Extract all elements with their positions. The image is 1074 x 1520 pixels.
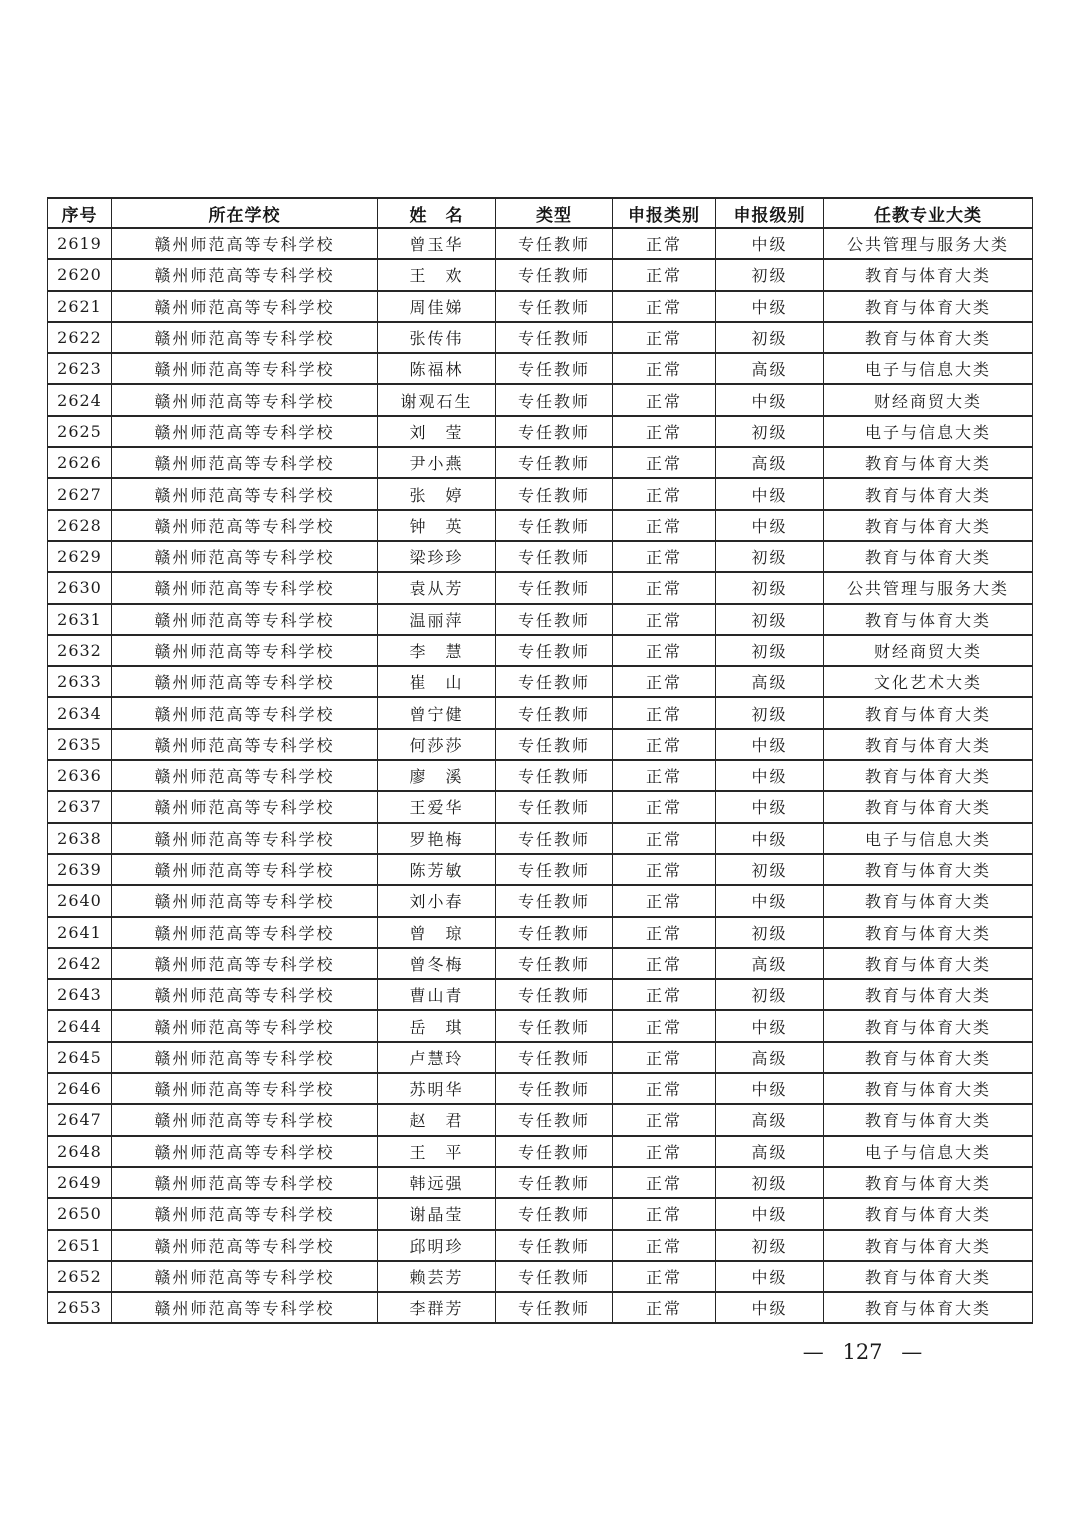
column-header-type: 类型 <box>496 198 613 228</box>
cell-category: 正常 <box>613 1292 716 1323</box>
table-row <box>48 541 1033 572</box>
cell-level: 高级 <box>716 948 824 979</box>
cell-major: 教育与体育大类 <box>824 979 1033 1010</box>
cell-type: 专任教师 <box>496 917 613 948</box>
cell-school: 赣州师范高等专科学校 <box>112 353 378 384</box>
cell-level: 中级 <box>716 228 824 259</box>
cell-no: 2622 <box>48 322 112 353</box>
cell-no: 2636 <box>48 760 112 791</box>
cell-school: 赣州师范高等专科学校 <box>112 1073 378 1104</box>
cell-name: 何莎莎 <box>378 729 496 760</box>
cell-name: 苏明华 <box>378 1073 496 1104</box>
cell-type: 专任教师 <box>496 854 613 885</box>
cell-school: 赣州师范高等专科学校 <box>112 791 378 822</box>
cell-no: 2650 <box>48 1198 112 1229</box>
cell-no: 2645 <box>48 1042 112 1073</box>
cell-major: 教育与体育大类 <box>824 322 1033 353</box>
cell-name: 陈芳敏 <box>378 854 496 885</box>
cell-school: 赣州师范高等专科学校 <box>112 885 378 916</box>
cell-no: 2639 <box>48 854 112 885</box>
cell-school: 赣州师范高等专科学校 <box>112 1261 378 1292</box>
cell-type: 专任教师 <box>496 885 613 916</box>
cell-level: 中级 <box>716 729 824 760</box>
cell-type: 专任教师 <box>496 322 613 353</box>
table-row <box>48 1261 1033 1292</box>
cell-type: 专任教师 <box>496 510 613 541</box>
cell-major: 电子与信息大类 <box>824 353 1033 384</box>
cell-category: 正常 <box>613 416 716 447</box>
cell-type: 专任教师 <box>496 1198 613 1229</box>
cell-type: 专任教师 <box>496 697 613 728</box>
cell-type: 专任教师 <box>496 1230 613 1261</box>
cell-level: 初级 <box>716 635 824 666</box>
cell-major: 教育与体育大类 <box>824 1292 1033 1323</box>
cell-school: 赣州师范高等专科学校 <box>112 1292 378 1323</box>
column-header-category: 申报类别 <box>613 198 716 228</box>
cell-name: 罗艳梅 <box>378 823 496 854</box>
table-row <box>48 322 1033 353</box>
cell-level: 初级 <box>716 1167 824 1198</box>
cell-category: 正常 <box>613 635 716 666</box>
cell-major: 电子与信息大类 <box>824 1136 1033 1167</box>
header-row <box>48 198 1033 228</box>
cell-level: 中级 <box>716 1073 824 1104</box>
teacher-roster-table <box>47 197 1033 1324</box>
cell-no: 2649 <box>48 1167 112 1198</box>
cell-level: 中级 <box>716 823 824 854</box>
cell-type: 专任教师 <box>496 729 613 760</box>
cell-category: 正常 <box>613 854 716 885</box>
cell-no: 2625 <box>48 416 112 447</box>
cell-school: 赣州师范高等专科学校 <box>112 823 378 854</box>
cell-name: 李 慧 <box>378 635 496 666</box>
cell-category: 正常 <box>613 228 716 259</box>
cell-no: 2621 <box>48 291 112 322</box>
column-header-major: 任教专业大类 <box>824 198 1033 228</box>
cell-name: 袁从芳 <box>378 572 496 603</box>
cell-type: 专任教师 <box>496 1104 613 1135</box>
cell-name: 赵 君 <box>378 1104 496 1135</box>
cell-level: 中级 <box>716 291 824 322</box>
cell-no: 2620 <box>48 259 112 290</box>
cell-type: 专任教师 <box>496 259 613 290</box>
table-row <box>48 1198 1033 1229</box>
cell-level: 初级 <box>716 604 824 635</box>
cell-category: 正常 <box>613 979 716 1010</box>
cell-no: 2641 <box>48 917 112 948</box>
cell-no: 2635 <box>48 729 112 760</box>
cell-category: 正常 <box>613 259 716 290</box>
cell-major: 教育与体育大类 <box>824 478 1033 509</box>
cell-no: 2648 <box>48 1136 112 1167</box>
cell-type: 专任教师 <box>496 384 613 415</box>
table-row <box>48 854 1033 885</box>
cell-no: 2630 <box>48 572 112 603</box>
cell-type: 专任教师 <box>496 228 613 259</box>
cell-no: 2633 <box>48 666 112 697</box>
cell-category: 正常 <box>613 353 716 384</box>
cell-school: 赣州师范高等专科学校 <box>112 979 378 1010</box>
cell-no: 2638 <box>48 823 112 854</box>
cell-school: 赣州师范高等专科学校 <box>112 729 378 760</box>
table-body <box>48 228 1033 1323</box>
cell-level: 中级 <box>716 510 824 541</box>
cell-level: 中级 <box>716 760 824 791</box>
cell-school: 赣州师范高等专科学校 <box>112 948 378 979</box>
cell-name: 李群芳 <box>378 1292 496 1323</box>
cell-major: 教育与体育大类 <box>824 510 1033 541</box>
cell-no: 2634 <box>48 697 112 728</box>
cell-major: 教育与体育大类 <box>824 1042 1033 1073</box>
table-row <box>48 416 1033 447</box>
cell-level: 中级 <box>716 384 824 415</box>
cell-name: 谢晶莹 <box>378 1198 496 1229</box>
cell-major: 教育与体育大类 <box>824 541 1033 572</box>
cell-type: 专任教师 <box>496 1136 613 1167</box>
cell-name: 曹山青 <box>378 979 496 1010</box>
cell-school: 赣州师范高等专科学校 <box>112 416 378 447</box>
cell-major: 教育与体育大类 <box>824 729 1033 760</box>
cell-school: 赣州师范高等专科学校 <box>112 1104 378 1135</box>
cell-school: 赣州师范高等专科学校 <box>112 1042 378 1073</box>
cell-major: 教育与体育大类 <box>824 697 1033 728</box>
cell-no: 2631 <box>48 604 112 635</box>
cell-name: 张 婷 <box>378 478 496 509</box>
cell-type: 专任教师 <box>496 979 613 1010</box>
cell-level: 中级 <box>716 885 824 916</box>
cell-school: 赣州师范高等专科学校 <box>112 541 378 572</box>
cell-name: 岳 琪 <box>378 1010 496 1041</box>
cell-major: 教育与体育大类 <box>824 1104 1033 1135</box>
table-row <box>48 353 1033 384</box>
cell-level: 中级 <box>716 478 824 509</box>
cell-no: 2637 <box>48 791 112 822</box>
cell-category: 正常 <box>613 666 716 697</box>
cell-school: 赣州师范高等专科学校 <box>112 635 378 666</box>
cell-name: 崔 山 <box>378 666 496 697</box>
cell-school: 赣州师范高等专科学校 <box>112 1167 378 1198</box>
cell-category: 正常 <box>613 1104 716 1135</box>
table-row <box>48 791 1033 822</box>
cell-type: 专任教师 <box>496 823 613 854</box>
cell-no: 2629 <box>48 541 112 572</box>
cell-category: 正常 <box>613 948 716 979</box>
cell-type: 专任教师 <box>496 416 613 447</box>
cell-category: 正常 <box>613 1167 716 1198</box>
cell-name: 钟 英 <box>378 510 496 541</box>
cell-school: 赣州师范高等专科学校 <box>112 666 378 697</box>
cell-name: 刘 莹 <box>378 416 496 447</box>
cell-no: 2626 <box>48 447 112 478</box>
cell-name: 王爱华 <box>378 791 496 822</box>
cell-major: 教育与体育大类 <box>824 854 1033 885</box>
cell-name: 温丽萍 <box>378 604 496 635</box>
cell-level: 高级 <box>716 353 824 384</box>
cell-school: 赣州师范高等专科学校 <box>112 760 378 791</box>
cell-major: 教育与体育大类 <box>824 1167 1033 1198</box>
table-row <box>48 948 1033 979</box>
cell-name: 王 欢 <box>378 259 496 290</box>
cell-category: 正常 <box>613 1010 716 1041</box>
cell-name: 赖芸芳 <box>378 1261 496 1292</box>
cell-level: 初级 <box>716 259 824 290</box>
cell-category: 正常 <box>613 604 716 635</box>
cell-name: 梁珍珍 <box>378 541 496 572</box>
table-row <box>48 635 1033 666</box>
table-row <box>48 384 1033 415</box>
cell-category: 正常 <box>613 1261 716 1292</box>
cell-no: 2653 <box>48 1292 112 1323</box>
table-row <box>48 604 1033 635</box>
cell-major: 教育与体育大类 <box>824 791 1033 822</box>
table-row <box>48 1136 1033 1167</box>
cell-level: 初级 <box>716 854 824 885</box>
cell-category: 正常 <box>613 1042 716 1073</box>
cell-no: 2651 <box>48 1230 112 1261</box>
cell-category: 正常 <box>613 729 716 760</box>
cell-name: 韩远强 <box>378 1167 496 1198</box>
cell-school: 赣州师范高等专科学校 <box>112 572 378 603</box>
cell-category: 正常 <box>613 885 716 916</box>
column-header-no: 序号 <box>48 198 112 228</box>
cell-category: 正常 <box>613 1230 716 1261</box>
cell-major: 教育与体育大类 <box>824 1198 1033 1229</box>
cell-major: 教育与体育大类 <box>824 760 1033 791</box>
cell-name: 周佳娣 <box>378 291 496 322</box>
cell-major: 公共管理与服务大类 <box>824 228 1033 259</box>
cell-name: 陈福林 <box>378 353 496 384</box>
cell-level: 中级 <box>716 1010 824 1041</box>
cell-name: 刘小春 <box>378 885 496 916</box>
table-row <box>48 917 1033 948</box>
cell-name: 王 平 <box>378 1136 496 1167</box>
table-row <box>48 259 1033 290</box>
cell-name: 廖 溪 <box>378 760 496 791</box>
cell-school: 赣州师范高等专科学校 <box>112 447 378 478</box>
cell-no: 2652 <box>48 1261 112 1292</box>
table-row <box>48 447 1033 478</box>
cell-category: 正常 <box>613 322 716 353</box>
cell-category: 正常 <box>613 697 716 728</box>
cell-major: 教育与体育大类 <box>824 604 1033 635</box>
cell-no: 2644 <box>48 1010 112 1041</box>
cell-level: 中级 <box>716 1292 824 1323</box>
cell-school: 赣州师范高等专科学校 <box>112 854 378 885</box>
cell-school: 赣州师范高等专科学校 <box>112 478 378 509</box>
table-row <box>48 666 1033 697</box>
cell-type: 专任教师 <box>496 1261 613 1292</box>
cell-major: 电子与信息大类 <box>824 416 1033 447</box>
cell-major: 教育与体育大类 <box>824 948 1033 979</box>
cell-name: 曾玉华 <box>378 228 496 259</box>
cell-category: 正常 <box>613 791 716 822</box>
cell-category: 正常 <box>613 1073 716 1104</box>
cell-name: 邱明珍 <box>378 1230 496 1261</box>
cell-major: 教育与体育大类 <box>824 1010 1033 1041</box>
cell-no: 2643 <box>48 979 112 1010</box>
cell-type: 专任教师 <box>496 604 613 635</box>
cell-type: 专任教师 <box>496 478 613 509</box>
cell-school: 赣州师范高等专科学校 <box>112 1136 378 1167</box>
cell-name: 卢慧玲 <box>378 1042 496 1073</box>
cell-name: 尹小燕 <box>378 447 496 478</box>
cell-category: 正常 <box>613 384 716 415</box>
table-row <box>48 1230 1033 1261</box>
cell-type: 专任教师 <box>496 447 613 478</box>
cell-major: 教育与体育大类 <box>824 447 1033 478</box>
cell-major: 教育与体育大类 <box>824 259 1033 290</box>
cell-no: 2647 <box>48 1104 112 1135</box>
cell-category: 正常 <box>613 1198 716 1229</box>
table-row <box>48 1167 1033 1198</box>
cell-major: 财经商贸大类 <box>824 635 1033 666</box>
column-header-name: 姓 名 <box>378 198 496 228</box>
table-row <box>48 729 1033 760</box>
cell-major: 教育与体育大类 <box>824 1261 1033 1292</box>
cell-category: 正常 <box>613 823 716 854</box>
table-row <box>48 1010 1033 1041</box>
cell-type: 专任教师 <box>496 572 613 603</box>
cell-major: 财经商贸大类 <box>824 384 1033 415</box>
table-row <box>48 1292 1033 1323</box>
cell-no: 2628 <box>48 510 112 541</box>
table-row <box>48 979 1033 1010</box>
cell-school: 赣州师范高等专科学校 <box>112 604 378 635</box>
table-row <box>48 1073 1033 1104</box>
table-row <box>48 572 1033 603</box>
cell-category: 正常 <box>613 1136 716 1167</box>
cell-school: 赣州师范高等专科学校 <box>112 322 378 353</box>
cell-level: 中级 <box>716 1261 824 1292</box>
cell-type: 专任教师 <box>496 353 613 384</box>
cell-level: 初级 <box>716 917 824 948</box>
table-row <box>48 510 1033 541</box>
table-row <box>48 760 1033 791</box>
cell-level: 高级 <box>716 447 824 478</box>
cell-category: 正常 <box>613 478 716 509</box>
cell-type: 专任教师 <box>496 635 613 666</box>
cell-level: 高级 <box>716 1042 824 1073</box>
cell-name: 曾 琼 <box>378 917 496 948</box>
cell-school: 赣州师范高等专科学校 <box>112 291 378 322</box>
table-row <box>48 478 1033 509</box>
column-header-level: 申报级别 <box>716 198 824 228</box>
table-row <box>48 1042 1033 1073</box>
cell-major: 教育与体育大类 <box>824 885 1033 916</box>
cell-type: 专任教师 <box>496 791 613 822</box>
cell-school: 赣州师范高等专科学校 <box>112 697 378 728</box>
cell-school: 赣州师范高等专科学校 <box>112 917 378 948</box>
cell-no: 2624 <box>48 384 112 415</box>
cell-no: 2619 <box>48 228 112 259</box>
cell-level: 初级 <box>716 416 824 447</box>
cell-type: 专任教师 <box>496 1167 613 1198</box>
cell-type: 专任教师 <box>496 541 613 572</box>
cell-type: 专任教师 <box>496 666 613 697</box>
cell-level: 初级 <box>716 979 824 1010</box>
cell-no: 2646 <box>48 1073 112 1104</box>
cell-category: 正常 <box>613 541 716 572</box>
table-row <box>48 697 1033 728</box>
cell-category: 正常 <box>613 917 716 948</box>
cell-school: 赣州师范高等专科学校 <box>112 259 378 290</box>
page-number: — 127 — <box>802 1340 923 1364</box>
cell-school: 赣州师范高等专科学校 <box>112 510 378 541</box>
cell-name: 曾宁健 <box>378 697 496 728</box>
table-row <box>48 228 1033 259</box>
cell-type: 专任教师 <box>496 1010 613 1041</box>
cell-level: 初级 <box>716 322 824 353</box>
cell-level: 初级 <box>716 1230 824 1261</box>
cell-level: 初级 <box>716 572 824 603</box>
cell-level: 高级 <box>716 666 824 697</box>
cell-school: 赣州师范高等专科学校 <box>112 1010 378 1041</box>
cell-category: 正常 <box>613 760 716 791</box>
cell-level: 初级 <box>716 541 824 572</box>
cell-no: 2632 <box>48 635 112 666</box>
cell-type: 专任教师 <box>496 291 613 322</box>
column-header-school: 所在学校 <box>112 198 378 228</box>
cell-category: 正常 <box>613 291 716 322</box>
cell-type: 专任教师 <box>496 760 613 791</box>
table-row <box>48 291 1033 322</box>
cell-name: 张传伟 <box>378 322 496 353</box>
table-row <box>48 823 1033 854</box>
cell-category: 正常 <box>613 572 716 603</box>
cell-major: 公共管理与服务大类 <box>824 572 1033 603</box>
cell-major: 电子与信息大类 <box>824 823 1033 854</box>
cell-type: 专任教师 <box>496 1042 613 1073</box>
cell-level: 高级 <box>716 1136 824 1167</box>
cell-major: 文化艺术大类 <box>824 666 1033 697</box>
cell-school: 赣州师范高等专科学校 <box>112 1230 378 1261</box>
cell-major: 教育与体育大类 <box>824 291 1033 322</box>
cell-school: 赣州师范高等专科学校 <box>112 1198 378 1229</box>
cell-school: 赣州师范高等专科学校 <box>112 384 378 415</box>
cell-major: 教育与体育大类 <box>824 1230 1033 1261</box>
cell-major: 教育与体育大类 <box>824 1073 1033 1104</box>
cell-type: 专任教师 <box>496 1073 613 1104</box>
cell-category: 正常 <box>613 510 716 541</box>
cell-type: 专任教师 <box>496 948 613 979</box>
cell-category: 正常 <box>613 447 716 478</box>
cell-level: 中级 <box>716 791 824 822</box>
cell-no: 2623 <box>48 353 112 384</box>
table-row <box>48 885 1033 916</box>
cell-major: 教育与体育大类 <box>824 917 1033 948</box>
cell-no: 2627 <box>48 478 112 509</box>
cell-no: 2642 <box>48 948 112 979</box>
cell-name: 谢观石生 <box>378 384 496 415</box>
cell-school: 赣州师范高等专科学校 <box>112 228 378 259</box>
cell-name: 曾冬梅 <box>378 948 496 979</box>
cell-type: 专任教师 <box>496 1292 613 1323</box>
table-row <box>48 1104 1033 1135</box>
cell-no: 2640 <box>48 885 112 916</box>
cell-level: 初级 <box>716 697 824 728</box>
cell-level: 高级 <box>716 1104 824 1135</box>
cell-level: 中级 <box>716 1198 824 1229</box>
